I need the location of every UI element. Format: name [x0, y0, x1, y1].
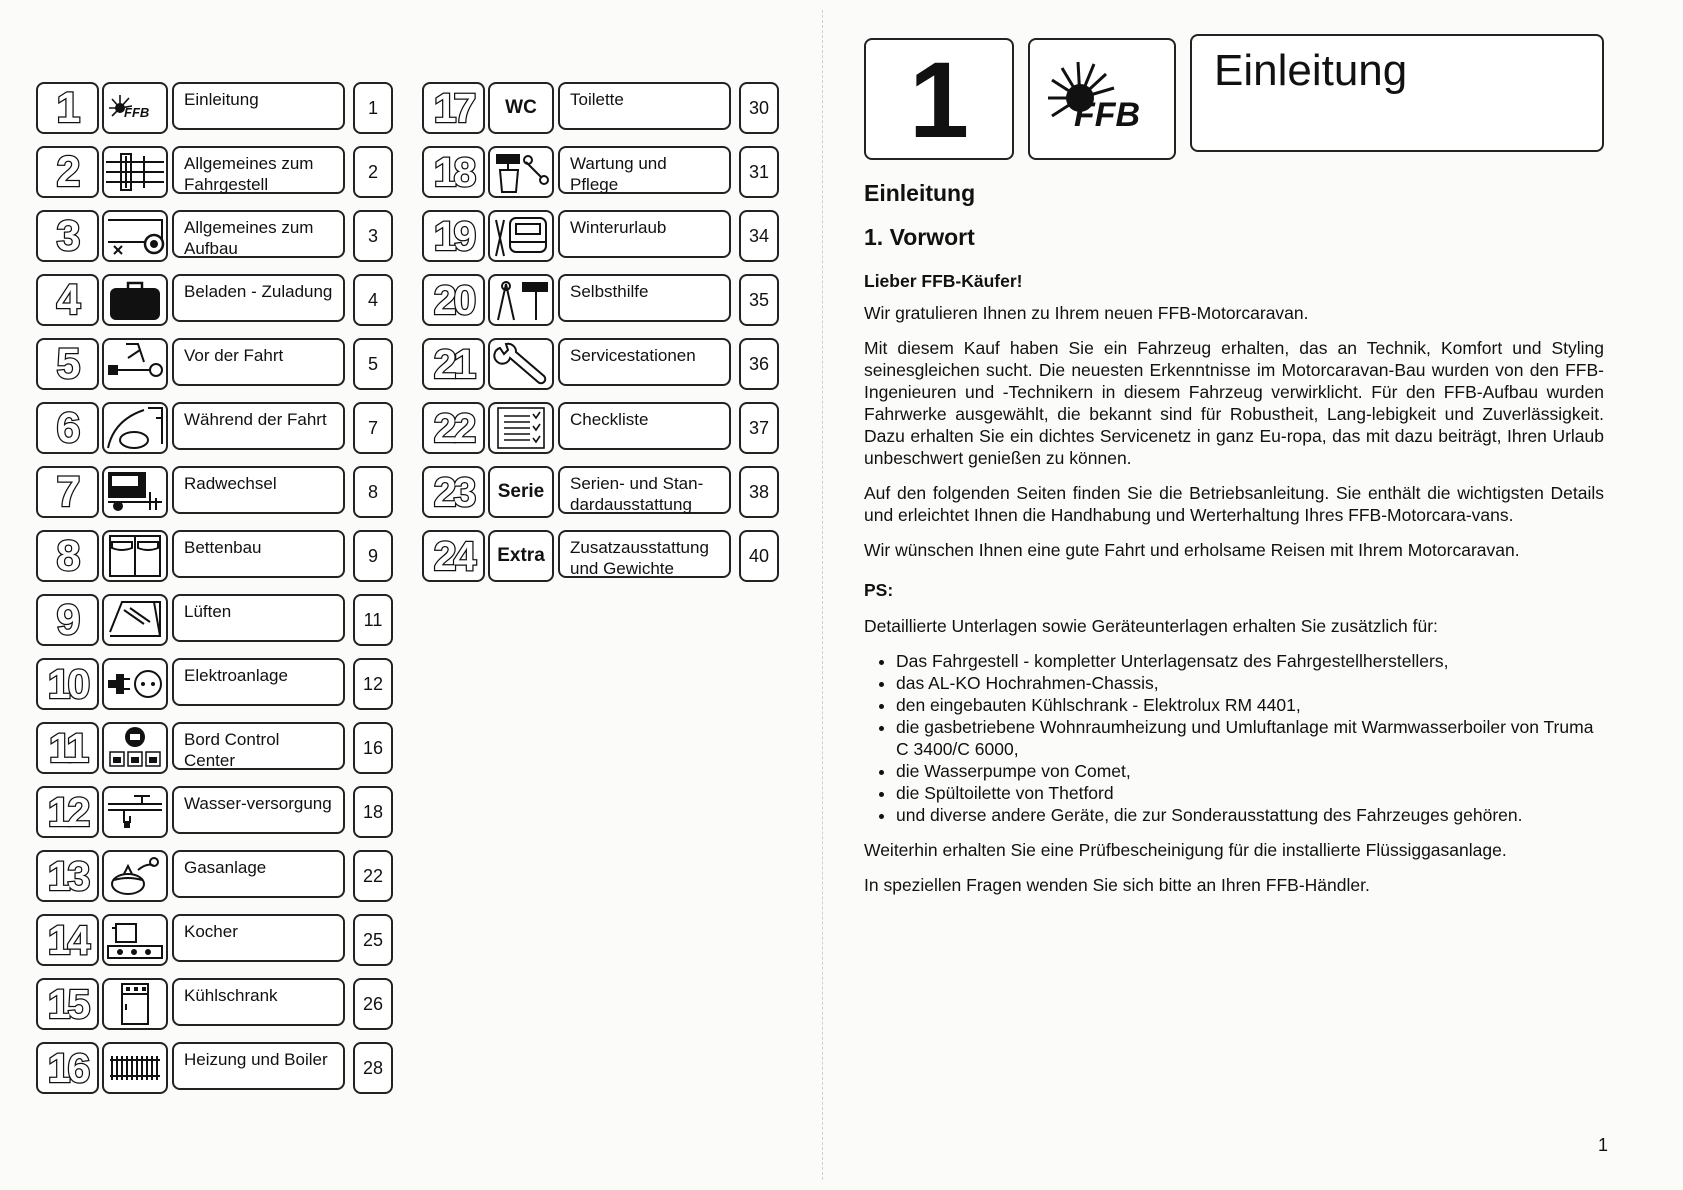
toc-title: Bord Control Center: [172, 722, 345, 770]
toc-title: Servicestationen: [558, 338, 731, 386]
chapter-number: 4: [36, 274, 99, 326]
toc-page-number: 38: [739, 466, 779, 518]
toc-title: Serien- und Stan-dardausstattung: [558, 466, 731, 514]
toc-title: Während der Fahrt: [172, 402, 345, 450]
chapter-number: 6: [36, 402, 99, 454]
fridge-icon: [102, 978, 168, 1030]
ps-label: PS:: [864, 580, 894, 600]
chapter-number: 2: [36, 146, 99, 198]
page-fold: [822, 10, 823, 1180]
svg-text:FFB: FFB: [1074, 96, 1141, 134]
chapter-number-box: 1: [864, 38, 1014, 160]
paragraph: Mit diesem Kauf haben Sie ein Fahrzeug erhalten, das an Technik, Komfort und Styling seinesgleichen sucht. Die neuesten Erkenntnisse im Motorcaravan-Bau wurden von den FFB-Ingenieuren und -Technikern in diesem Fahrzeug verwirklicht. Für den FFB-Aufbau wurden Fahrwerke ausgewählt, die bekannt sind für Robustheit, Lang-lebigkeit und Zuverlässigkeit. Dazu erhalten Sie ein dichtes Servicenetz in ganz Eu-ropa, das mit dazu beiträgt, Ihren Urlaub unbeschwert genießen zu können.: [864, 338, 1604, 468]
control-panel-icon: [102, 722, 168, 774]
list-item: • die Wasserpumpe von Comet,: [896, 760, 1604, 782]
wc-text-icon: WC: [488, 82, 554, 134]
toc-title: Heizung und Boiler: [172, 1042, 345, 1090]
toc-page-number: 25: [353, 914, 393, 966]
trailer-body-icon: [102, 210, 168, 262]
toc-page-number: 37: [739, 402, 779, 454]
chapter-number: 9: [36, 594, 99, 646]
chapter-number: 5: [36, 338, 99, 390]
chapter-number: 19: [422, 210, 485, 262]
winter-caravan-icon: [488, 210, 554, 262]
toc-title: Zusatzausstattung und Gewichte: [558, 530, 731, 578]
chapter-number: 16: [36, 1042, 99, 1094]
list-item: • und diverse andere Geräte, die zur Sonderausstattung des Fahrzeuges gehören.: [896, 804, 1604, 826]
bed-icon: [102, 530, 168, 582]
steering-wheel-icon: [102, 402, 168, 454]
list-item: • die gasbetriebene Wohnraumheizung und Umluftanlage mit Warmwasserboiler von Truma C 3400/C 6000,: [896, 716, 1604, 760]
chapter-number: 13: [36, 850, 99, 902]
ffb-logo-box: [1028, 38, 1176, 160]
toc-page-number: 22: [353, 850, 393, 902]
toc-row[interactable]: [36, 1042, 396, 1094]
chapter-number: 22: [422, 402, 485, 454]
chapter-number: 21: [422, 338, 485, 390]
toc-title: Bettenbau: [172, 530, 345, 578]
svg-text:FFB: FFB: [124, 105, 150, 120]
toc-title: Kocher: [172, 914, 345, 962]
wheel-change-icon: [102, 466, 168, 518]
list-item: • die Spültoilette von Thetford: [896, 782, 1604, 804]
toc-title: Kühlschrank: [172, 978, 345, 1026]
toc-page-number: 26: [353, 978, 393, 1030]
toc-page-number: 11: [353, 594, 393, 646]
toc-title: Elektroanlage: [172, 658, 345, 706]
paragraph: Wir wünschen Ihnen eine gute Fahrt und erholsame Reisen mit Ihrem Motorcaravan.: [864, 540, 1520, 560]
toc-right-column: [422, 82, 782, 622]
bullet-list: [864, 650, 1604, 826]
toc-row[interactable]: [36, 658, 396, 710]
toc-row[interactable]: [36, 914, 396, 966]
toc-row[interactable]: [36, 402, 396, 454]
paragraph: Auf den folgenden Seiten finden Sie die Betriebsanleitung. Sie enthält die wichtigsten Details und erleichtet Ihnen die Handhabung und Werterhaltung Ihres FFB-Motorcara-vans.: [864, 483, 1604, 525]
toc-row[interactable]: [422, 402, 782, 454]
toc-page-number: 28: [353, 1042, 393, 1094]
toc-page-number: 12: [353, 658, 393, 710]
toc-row[interactable]: [422, 210, 782, 262]
paragraph: Detaillierte Unterlagen sowie Geräteunterlagen erhalten Sie zusätzlich für:: [864, 616, 1438, 636]
chapter-number: 12: [36, 786, 99, 838]
toc-title: Lüften: [172, 594, 345, 642]
chapter-number: 10: [36, 658, 99, 710]
toc-page-number: 36: [739, 338, 779, 390]
toc-page-number: 5: [353, 338, 393, 390]
ffb-sun-logo-icon: [1030, 40, 1174, 158]
toc-row[interactable]: [422, 466, 782, 518]
toc-page-number: 30: [739, 82, 779, 134]
toc-row[interactable]: [36, 338, 396, 390]
chapter-number: 1: [36, 82, 99, 134]
ffb-sun-logo-icon: [102, 82, 168, 134]
serie-text-icon: Serie: [488, 466, 554, 518]
chapter-number: 8: [36, 530, 99, 582]
toc-row[interactable]: [36, 210, 396, 262]
toc-page-number: 34: [739, 210, 779, 262]
toc-page-number: 3: [353, 210, 393, 262]
toc-row[interactable]: [36, 978, 396, 1030]
chapter-number: 3: [36, 210, 99, 262]
pre-drive-check-icon: [102, 338, 168, 390]
toc-title: Radwechsel: [172, 466, 345, 514]
list-item: • den eingebauten Kühlschrank - Elektrolux RM 4401,: [896, 694, 1604, 716]
toc-row[interactable]: [422, 82, 782, 134]
radiator-icon: [102, 1042, 168, 1094]
toc-title: Checkliste: [558, 402, 731, 450]
toc-title: Wartung und Pflege: [558, 146, 731, 194]
toc-title: Toilette: [558, 82, 731, 130]
chapter-number: 23: [422, 466, 485, 518]
checklist-icon: [488, 402, 554, 454]
chassis-frame-icon: [102, 146, 168, 198]
chapter-number: 11: [36, 722, 99, 774]
toc-page-number: 40: [739, 530, 779, 582]
wrench-icon: [488, 338, 554, 390]
chapter-number: 24: [422, 530, 485, 582]
toc-row[interactable]: [36, 82, 396, 134]
toc-row[interactable]: [422, 338, 782, 390]
list-item: • das AL-KO Hochrahmen-Chassis,: [896, 672, 1604, 694]
chapter-number: 18: [422, 146, 485, 198]
toc-page-number: 35: [739, 274, 779, 326]
toc-row[interactable]: [36, 146, 396, 198]
window-vent-icon: [102, 594, 168, 646]
toc-row[interactable]: [422, 274, 782, 326]
chapter-number: 14: [36, 914, 99, 966]
page-number: 1: [1598, 1135, 1609, 1155]
maintenance-brush-icon: [488, 146, 554, 198]
toc-title: Vor der Fahrt: [172, 338, 345, 386]
toc-title: Winterurlaub: [558, 210, 731, 258]
paragraph: Weiterhin erhalten Sie eine Prüfbescheinigung für die installierte Flüssiggasanlage.: [864, 840, 1507, 860]
toc-title: Gasanlage: [172, 850, 345, 898]
toc-row[interactable]: [422, 146, 782, 198]
toc-page-number: 16: [353, 722, 393, 774]
toc-title: Allgemeines zum Aufbau: [172, 210, 345, 258]
toc-title: Beladen - Zuladung: [172, 274, 345, 322]
toc-page-number: 18: [353, 786, 393, 838]
toc-title: Einleitung: [172, 82, 345, 130]
toc-page-number: 1: [353, 82, 393, 134]
toc-title: Selbsthilfe: [558, 274, 731, 322]
toc-left-column: [36, 82, 396, 1112]
chapter-number: 17: [422, 82, 485, 134]
section-heading: 1. Vorwort: [864, 224, 975, 250]
toc-row[interactable]: [36, 466, 396, 518]
water-tap-icon: [102, 786, 168, 838]
toc-row[interactable]: [36, 274, 396, 326]
toc-page-number: 2: [353, 146, 393, 198]
toc-page-number: 31: [739, 146, 779, 198]
chapter-title-box: Einleitung: [1190, 34, 1604, 152]
toc-page-number: 4: [353, 274, 393, 326]
paragraph: In speziellen Fragen wenden Sie sich bitte an Ihren FFB-Händler.: [864, 875, 1370, 895]
toc-title: Wasser-versorgung: [172, 786, 345, 834]
toc-title: Allgemeines zum Fahrgestell: [172, 146, 345, 194]
tools-icon: [488, 274, 554, 326]
toc-page-number: 8: [353, 466, 393, 518]
toc-row[interactable]: [36, 594, 396, 646]
toc-page-number: 9: [353, 530, 393, 582]
toc-row[interactable]: [36, 530, 396, 582]
page-heading: Einleitung: [864, 180, 976, 206]
chapter-number: 20: [422, 274, 485, 326]
list-item: • Das Fahrgestell - kompletter Unterlagensatz des Fahrgestellherstellers,: [896, 650, 1604, 672]
chapter-number: 15: [36, 978, 99, 1030]
salutation: Lieber FFB-Käufer!: [864, 271, 1023, 291]
toc-row[interactable]: [36, 786, 396, 838]
paragraph: Wir gratulieren Ihnen zu Ihrem neuen FFB-Motorcaravan.: [864, 303, 1309, 323]
gas-bottle-icon: [102, 850, 168, 902]
content: [864, 182, 1604, 909]
toc-row[interactable]: [422, 530, 782, 582]
toc-row[interactable]: [36, 850, 396, 902]
plug-socket-icon: [102, 658, 168, 710]
cooker-icon: [102, 914, 168, 966]
suitcase-icon: [102, 274, 168, 326]
toc-row[interactable]: [36, 722, 396, 774]
extra-text-icon: Extra: [488, 530, 554, 582]
chapter-number: 7: [36, 466, 99, 518]
toc-page-number: 7: [353, 402, 393, 454]
